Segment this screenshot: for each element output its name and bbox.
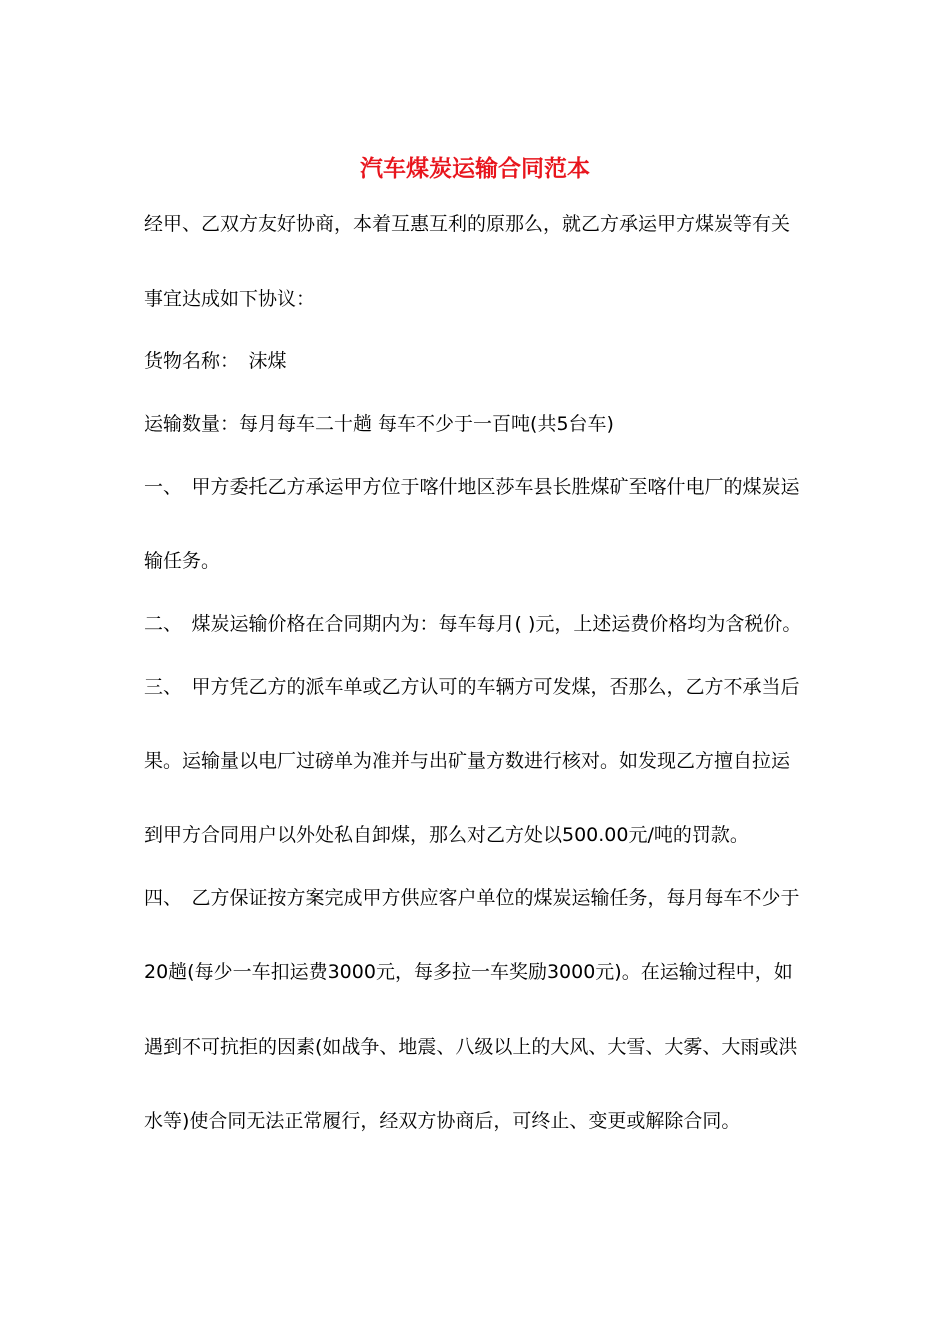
clause-4-line: 四、 乙方保证按方案完成甲方供应客户单位的煤炭运输任务，每月每车不少于 (144, 887, 800, 909)
clause-3-line: 三、 甲方凭乙方的派车单或乙方认可的车辆方可发煤，否那么，乙方不承当后 (144, 676, 800, 698)
clause-3-line: 到甲方合同用户以外处私自卸煤，那么对乙方处以500.00元/吨的罚款。 (144, 824, 749, 846)
clause-4-line: 水等)使合同无法正常履行，经双方协商后，可终止、变更或解除合同。 (144, 1110, 741, 1132)
clause-3-line: 果。运输量以电厂过磅单为准并与出矿量方数进行核对。如发现乙方擅自拉运 (144, 750, 791, 772)
clause-4-line: 遇到不可抗拒的因素(如战争、地震、八级以上的大风、大雪、大雾、大雨或洪 (144, 1036, 798, 1058)
paragraph-line: 经甲、乙双方友好协商，本着互惠互利的原那么，就乙方承运甲方煤炭等有关 (144, 213, 791, 235)
paragraph-line: 事宜达成如下协议： (144, 288, 316, 310)
clause-1-line: 输任务。 (144, 550, 221, 572)
clause-4-line: 20趟(每少一车扣运费3000元，每多拉一车奖励3000元)。在运输过程中，如 (144, 961, 793, 983)
clause-2-line: 二、 煤炭运输价格在合同期内为：每车每月( )元，上述运费价格均为含税价。 (144, 613, 802, 635)
paragraph-line: 货物名称： 沫煤 (144, 350, 287, 372)
document-title: 汽车煤炭运输合同范本 (360, 156, 590, 182)
paragraph-line: 运输数量：每月每车二十趟 每车不少于一百吨(共5台车) (144, 413, 614, 435)
clause-1-line: 一、 甲方委托乙方承运甲方位于喀什地区莎车县长胜煤矿至喀什电厂的煤炭运 (144, 476, 800, 498)
